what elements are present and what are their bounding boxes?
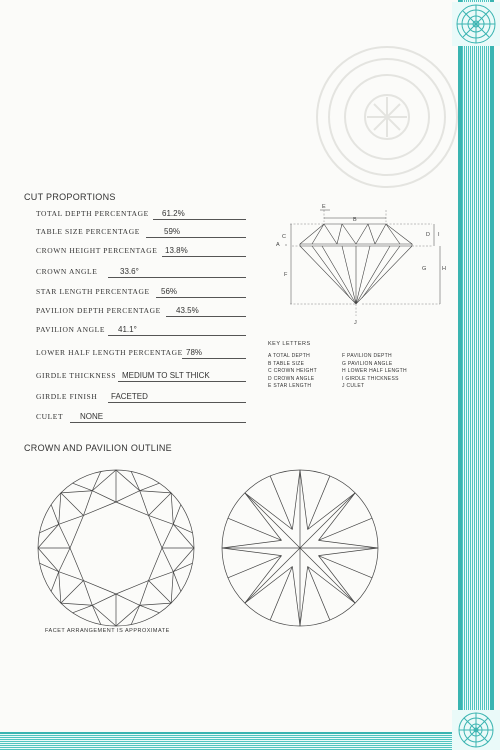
upper-half-edge bbox=[173, 563, 192, 572]
key-letters-title: KEY LETTERS bbox=[268, 341, 311, 347]
culet-row bbox=[36, 409, 246, 423]
upper-half-edge bbox=[51, 505, 59, 525]
star-length-label: STAR LENGTH PERCENTAGE bbox=[36, 287, 150, 296]
star-facet-edge bbox=[149, 515, 174, 524]
bezel-edge bbox=[61, 581, 84, 604]
crown-angle-value: 33.6° bbox=[120, 267, 139, 276]
crown-height-value: 13.8% bbox=[165, 246, 188, 255]
kite-edge bbox=[171, 493, 173, 524]
kite-edge bbox=[61, 491, 92, 493]
star-facet-edge bbox=[162, 548, 173, 572]
girdle-finish-label: GIRDLE FINISH bbox=[36, 392, 98, 401]
star-length-value: 56% bbox=[161, 287, 178, 296]
key-letters-right-list bbox=[342, 353, 407, 391]
kite-edge bbox=[38, 548, 59, 572]
kite-edge bbox=[59, 572, 61, 603]
diagram-letter-g: G bbox=[422, 266, 427, 272]
pavilion-depth-row bbox=[36, 303, 246, 317]
pavilion-depth-value: 43.5% bbox=[176, 306, 199, 315]
diamond-profile-diagram bbox=[262, 200, 452, 330]
lower-half-row bbox=[36, 345, 246, 359]
crown-angle-label: CROWN ANGLE bbox=[36, 267, 98, 276]
diagram-letter-c: C bbox=[282, 234, 286, 240]
kite-edge bbox=[38, 524, 59, 548]
diagram-letter-e: E bbox=[322, 204, 326, 210]
pavilion-angle-line bbox=[108, 335, 246, 336]
kite-edge bbox=[140, 491, 171, 493]
key-letter-item: I GIRDLE THICKNESS bbox=[342, 375, 399, 382]
upper-half-edge bbox=[92, 605, 101, 624]
bezel-edge bbox=[61, 493, 84, 516]
table-edge bbox=[149, 515, 162, 548]
star-facet-edge bbox=[140, 491, 149, 516]
corner-rosette-top-icon bbox=[452, 2, 500, 46]
diagram-letter-d: D bbox=[426, 232, 430, 238]
star-facet-edge bbox=[140, 581, 149, 606]
key-letter-item: H LOWER HALF LENGTH bbox=[342, 368, 407, 375]
upper-half-edge bbox=[140, 483, 160, 491]
lower-half-edge bbox=[222, 540, 282, 548]
pavilion-depth-label: PAVILION DEPTH PERCENTAGE bbox=[36, 306, 161, 315]
star-facet-edge bbox=[116, 594, 140, 605]
lower-half-edge bbox=[318, 540, 378, 548]
pavilion-main-edge bbox=[245, 493, 300, 548]
kite-edge bbox=[140, 603, 171, 605]
star-facet-edge bbox=[83, 491, 92, 516]
kite-edge bbox=[116, 470, 140, 491]
crown-height-label: CROWN HEIGHT PERCENTAGE bbox=[36, 246, 158, 255]
girdle-finish-row bbox=[36, 389, 246, 403]
kite-edge bbox=[171, 572, 173, 603]
key-letter-item: G PAVILION ANGLE bbox=[342, 360, 393, 367]
lower-half-edge bbox=[318, 548, 378, 556]
girdle-finish-line bbox=[108, 402, 246, 403]
diagram-letter-h: H bbox=[442, 266, 446, 272]
lower-half-edge bbox=[292, 566, 300, 626]
upper-half-edge bbox=[92, 472, 101, 491]
culet-line bbox=[70, 422, 246, 423]
kite-edge bbox=[92, 470, 116, 491]
pavilion-angle-value: 41.1° bbox=[118, 325, 137, 334]
diagram-letter-j: J bbox=[354, 320, 357, 326]
upper-half-edge bbox=[131, 472, 140, 491]
diagram-letter-a: A bbox=[276, 242, 280, 248]
table-edge bbox=[83, 581, 116, 594]
bezel-edge bbox=[149, 493, 172, 516]
table-edge bbox=[116, 581, 149, 594]
pavilion-outline-diagram bbox=[218, 466, 382, 630]
upper-half-edge bbox=[173, 572, 181, 592]
lower-half-edge bbox=[300, 566, 308, 626]
kite-edge bbox=[173, 524, 194, 548]
key-letter-item: D CROWN ANGLE bbox=[268, 375, 315, 382]
upper-half-edge bbox=[73, 605, 93, 613]
upper-half-edge bbox=[73, 483, 93, 491]
table-size-line bbox=[146, 237, 246, 238]
total-depth-label: TOTAL DEPTH PERCENTAGE bbox=[36, 209, 149, 218]
star-facet-edge bbox=[59, 548, 70, 572]
embossed-seal-icon bbox=[312, 42, 462, 192]
key-letter-item: A TOTAL DEPTH bbox=[268, 353, 311, 359]
key-letter-item: E STAR LENGTH bbox=[268, 383, 312, 390]
kite-edge bbox=[92, 605, 116, 626]
lower-half-edge bbox=[292, 470, 300, 530]
decorative-border-right bbox=[458, 0, 494, 750]
star-facet-edge bbox=[59, 572, 84, 581]
bezel-edge bbox=[149, 581, 172, 604]
diagram-letter-b: B bbox=[353, 217, 357, 223]
upper-half-edge bbox=[40, 524, 59, 533]
star-facet-edge bbox=[83, 581, 92, 606]
star-facet-edge bbox=[59, 515, 84, 524]
total-depth-line bbox=[153, 219, 246, 220]
upper-half-edge bbox=[131, 605, 140, 624]
star-facet-edge bbox=[116, 491, 140, 502]
total-depth-row bbox=[36, 206, 246, 220]
crown-height-line bbox=[162, 256, 246, 257]
kite-edge bbox=[61, 603, 92, 605]
star-length-line bbox=[156, 297, 246, 298]
star-facet-edge bbox=[59, 524, 70, 548]
key-letter-item: J CULET bbox=[342, 383, 365, 390]
lower-half-value: 78% bbox=[186, 348, 203, 357]
decorative-border-bottom bbox=[0, 734, 494, 750]
key-letter-item: B TABLE SIZE bbox=[268, 360, 305, 367]
upper-half-edge bbox=[51, 572, 59, 592]
table-edge bbox=[70, 515, 83, 548]
outline-title: CROWN AND PAVILION OUTLINE bbox=[24, 443, 172, 453]
cut-proportions-title: CUT PROPORTIONS bbox=[24, 192, 116, 202]
table-edge bbox=[70, 548, 83, 581]
upper-half-edge bbox=[173, 505, 181, 525]
crown-angle-row bbox=[36, 264, 246, 278]
pavilion-angle-row bbox=[36, 322, 246, 336]
star-facet-edge bbox=[92, 594, 116, 605]
facet-note: FACET ARRANGEMENT IS APPROXIMATE bbox=[45, 628, 170, 634]
culet-label: CULET bbox=[36, 412, 64, 421]
key-letter-item: C CROWN HEIGHT bbox=[268, 368, 317, 375]
diagram-letter-f: F bbox=[284, 272, 288, 278]
kite-edge bbox=[116, 605, 140, 626]
lower-half-edge bbox=[222, 548, 282, 556]
crown-angle-line bbox=[108, 277, 246, 278]
star-facet-edge bbox=[92, 491, 116, 502]
girdle-thickness-row bbox=[36, 368, 246, 382]
lower-half-edge bbox=[300, 470, 308, 530]
pavilion-angle-label: PAVILION ANGLE bbox=[36, 325, 106, 334]
girdle-thickness-label: GIRDLE THICKNESS bbox=[36, 371, 117, 380]
pavilion-main-edge bbox=[300, 493, 355, 548]
star-length-row bbox=[36, 284, 246, 298]
girdle-finish-value: FACETED bbox=[111, 392, 148, 401]
kite-edge bbox=[173, 548, 194, 572]
table-size-label: TABLE SIZE PERCENTAGE bbox=[36, 227, 140, 236]
crown-outline-diagram bbox=[34, 466, 198, 630]
table-edge bbox=[83, 502, 116, 515]
table-size-value: 59% bbox=[164, 227, 181, 236]
diagram-letter-i: I bbox=[438, 232, 440, 238]
star-facet-edge bbox=[149, 572, 174, 581]
pavilion-main-edge bbox=[245, 548, 300, 603]
culet-value: NONE bbox=[80, 412, 104, 421]
table-size-row bbox=[36, 224, 246, 238]
table-edge bbox=[116, 502, 149, 515]
table-edge bbox=[149, 548, 162, 581]
lower-half-label: LOWER HALF LENGTH PERCENTAGE bbox=[36, 348, 183, 357]
upper-half-edge bbox=[173, 524, 192, 533]
total-depth-value: 61.2% bbox=[162, 209, 185, 218]
kite-edge bbox=[59, 493, 61, 524]
corner-rosette-bottom-icon bbox=[452, 710, 500, 750]
key-letters-left-list bbox=[268, 353, 317, 391]
girdle-thickness-value: MEDIUM TO SLT THICK bbox=[122, 371, 210, 380]
crown-height-row bbox=[36, 243, 246, 257]
upper-half-edge bbox=[140, 605, 160, 613]
upper-half-edge bbox=[40, 563, 59, 572]
pavilion-main-edge bbox=[300, 548, 355, 603]
pavilion-depth-line bbox=[166, 316, 246, 317]
star-facet-edge bbox=[162, 524, 173, 548]
key-letter-item: F PAVILION DEPTH bbox=[342, 353, 392, 359]
lower-half-line bbox=[182, 358, 246, 359]
girdle-thickness-line bbox=[118, 381, 246, 382]
